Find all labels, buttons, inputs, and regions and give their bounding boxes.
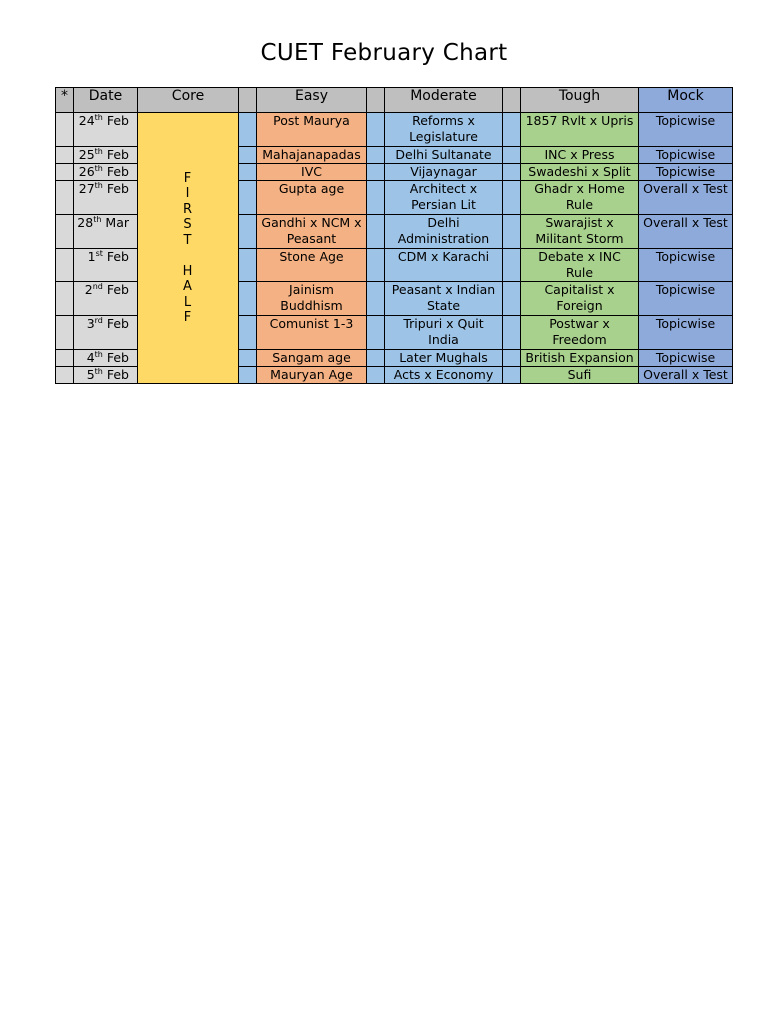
- date-suffix: th: [94, 113, 103, 122]
- tough-cell: INC x Press: [521, 147, 639, 164]
- mock-cell: Topicwise: [639, 147, 733, 164]
- gap-cell: [367, 147, 385, 164]
- date-cell: [74, 164, 138, 181]
- gap-cell: [367, 181, 385, 215]
- core-vertical-label: [140, 171, 236, 326]
- date-cell: [74, 350, 138, 367]
- date-cell: [74, 147, 138, 164]
- date-day: 1: [87, 249, 96, 264]
- date-cell: [74, 367, 138, 384]
- date-suffix: th: [94, 350, 103, 359]
- date-suffix: th: [94, 164, 103, 173]
- moderate-cell: Vijaynagar: [385, 164, 503, 181]
- gap-cell: [367, 249, 385, 282]
- date-month: Feb: [106, 282, 129, 297]
- gap-cell: [239, 249, 257, 282]
- header-core: Core: [138, 88, 239, 113]
- header-gap: [367, 88, 385, 113]
- easy-cell: Gupta age: [257, 181, 367, 215]
- moderate-cell: CDM x Karachi: [385, 249, 503, 282]
- tough-cell: 1857 Rvlt x Upris: [521, 113, 639, 147]
- date-cell: [74, 215, 138, 249]
- gap-cell: [503, 164, 521, 181]
- core-letter: S: [183, 217, 193, 232]
- gap-cell: [239, 181, 257, 215]
- date-month: Feb: [106, 316, 129, 331]
- gap-cell: [503, 367, 521, 384]
- core-letter: F: [183, 170, 193, 186]
- gap-cell: [367, 215, 385, 249]
- gap-cell: [503, 113, 521, 147]
- date-day: 24: [78, 113, 95, 128]
- moderate-cell: Peasant x Indian State: [385, 282, 503, 316]
- date-cell: [74, 181, 138, 215]
- easy-cell: Gandhi x NCM x Peasant: [257, 215, 367, 249]
- date-suffix: th: [93, 215, 102, 224]
- easy-cell: Comunist 1-3: [257, 316, 367, 350]
- easy-cell: Post Maurya: [257, 113, 367, 147]
- table-row: [56, 113, 733, 147]
- header-mock: Mock: [639, 88, 733, 113]
- gap-cell: [239, 113, 257, 147]
- gap-cell: [367, 282, 385, 316]
- gap-cell: [503, 282, 521, 316]
- date-cell: [74, 282, 138, 316]
- header-tough: Tough: [521, 88, 639, 113]
- date-month: Feb: [106, 249, 129, 264]
- gap-cell: [503, 249, 521, 282]
- date-suffix: nd: [92, 282, 103, 291]
- mock-cell: Topicwise: [639, 282, 733, 316]
- date-month: Feb: [106, 181, 129, 196]
- date-day: 2: [84, 282, 93, 297]
- star-cell: [56, 316, 74, 350]
- date-day: 3: [86, 316, 95, 331]
- core-letter: I: [185, 186, 191, 201]
- date-suffix: rd: [94, 316, 103, 325]
- core-letter: T: [183, 232, 193, 248]
- gap-cell: [503, 147, 521, 164]
- moderate-cell: Acts x Economy: [385, 367, 503, 384]
- date-month: Feb: [106, 350, 129, 365]
- core-cell: [138, 113, 239, 384]
- date-cell: [74, 113, 138, 147]
- date-month: Feb: [106, 367, 129, 382]
- star-cell: [56, 367, 74, 384]
- core-letter: H: [182, 263, 194, 279]
- gap-cell: [503, 316, 521, 350]
- gap-cell: [239, 282, 257, 316]
- gap-cell: [503, 181, 521, 215]
- star-cell: [56, 282, 74, 316]
- header-row: [56, 88, 733, 113]
- mock-cell: Topicwise: [639, 164, 733, 181]
- date-cell: [74, 249, 138, 282]
- moderate-cell: Tripuri x Quit India: [385, 316, 503, 350]
- gap-cell: [239, 215, 257, 249]
- gap-cell: [367, 113, 385, 147]
- core-letter: A: [183, 279, 193, 294]
- header-moderate: Moderate: [385, 88, 503, 113]
- gap-cell: [239, 367, 257, 384]
- tough-cell: Debate x INC Rule: [521, 249, 639, 282]
- gap-cell: [367, 164, 385, 181]
- date-day: 5: [86, 367, 95, 382]
- star-cell: [56, 215, 74, 249]
- mock-cell: Topicwise: [639, 113, 733, 147]
- moderate-cell: Delhi Sultanate: [385, 147, 503, 164]
- moderate-cell: Architect x Persian Lit: [385, 181, 503, 215]
- gap-cell: [503, 350, 521, 367]
- header-date: Date: [74, 88, 138, 113]
- star-cell: [56, 181, 74, 215]
- table-body: [56, 113, 733, 384]
- header-star: *: [56, 88, 74, 113]
- gap-cell: [239, 316, 257, 350]
- header-gap: [503, 88, 521, 113]
- easy-cell: IVC: [257, 164, 367, 181]
- mock-cell: Overall x Test: [639, 367, 733, 384]
- date-month: Feb: [106, 113, 129, 128]
- date-day: 4: [86, 350, 95, 365]
- tough-cell: British Expansion: [521, 350, 639, 367]
- moderate-cell: Later Mughals: [385, 350, 503, 367]
- star-cell: [56, 350, 74, 367]
- tough-cell: Swarajist x Militant Storm: [521, 215, 639, 249]
- easy-cell: Jainism Buddhism: [257, 282, 367, 316]
- gap-cell: [367, 316, 385, 350]
- core-letter: R: [182, 201, 194, 217]
- core-letter: L: [183, 294, 193, 310]
- mock-cell: Topicwise: [639, 350, 733, 367]
- mock-cell: Topicwise: [639, 316, 733, 350]
- tough-cell: Ghadr x Home Rule: [521, 181, 639, 215]
- mock-cell: Topicwise: [639, 249, 733, 282]
- moderate-cell: Delhi Administration: [385, 215, 503, 249]
- gap-cell: [367, 367, 385, 384]
- page-title: CUET February Chart: [260, 40, 508, 66]
- star-cell: [56, 249, 74, 282]
- date-month: Mar: [105, 215, 129, 230]
- easy-cell: Sangam age: [257, 350, 367, 367]
- date-suffix: th: [94, 367, 103, 376]
- moderate-cell: Reforms x Legislature: [385, 113, 503, 147]
- core-letter: F: [183, 310, 193, 325]
- gap-cell: [239, 147, 257, 164]
- mock-cell: Overall x Test: [639, 181, 733, 215]
- date-day: 25: [78, 147, 95, 162]
- date-cell: [74, 316, 138, 350]
- tough-cell: Postwar x Freedom: [521, 316, 639, 350]
- date-suffix: th: [94, 181, 103, 190]
- header-gap: [239, 88, 257, 113]
- tough-cell: Swadeshi x Split: [521, 164, 639, 181]
- easy-cell: Stone Age: [257, 249, 367, 282]
- date-month: Feb: [106, 147, 129, 162]
- gap-cell: [239, 164, 257, 181]
- star-cell: [56, 164, 74, 181]
- mock-cell: Overall x Test: [639, 215, 733, 249]
- tough-cell: Sufi: [521, 367, 639, 384]
- schedule-table: [55, 87, 733, 384]
- date-day: 27: [78, 181, 95, 196]
- date-month: Feb: [106, 164, 129, 179]
- date-suffix: th: [94, 147, 103, 156]
- header-easy: Easy: [257, 88, 367, 113]
- easy-cell: Mahajanapadas: [257, 147, 367, 164]
- date-day: 28: [77, 215, 94, 230]
- date-day: 26: [78, 164, 95, 179]
- date-suffix: st: [95, 249, 103, 258]
- gap-cell: [503, 215, 521, 249]
- star-cell: [56, 147, 74, 164]
- tough-cell: Capitalist x Foreign: [521, 282, 639, 316]
- gap-cell: [367, 350, 385, 367]
- star-cell: [56, 113, 74, 147]
- gap-cell: [239, 350, 257, 367]
- easy-cell: Mauryan Age: [257, 367, 367, 384]
